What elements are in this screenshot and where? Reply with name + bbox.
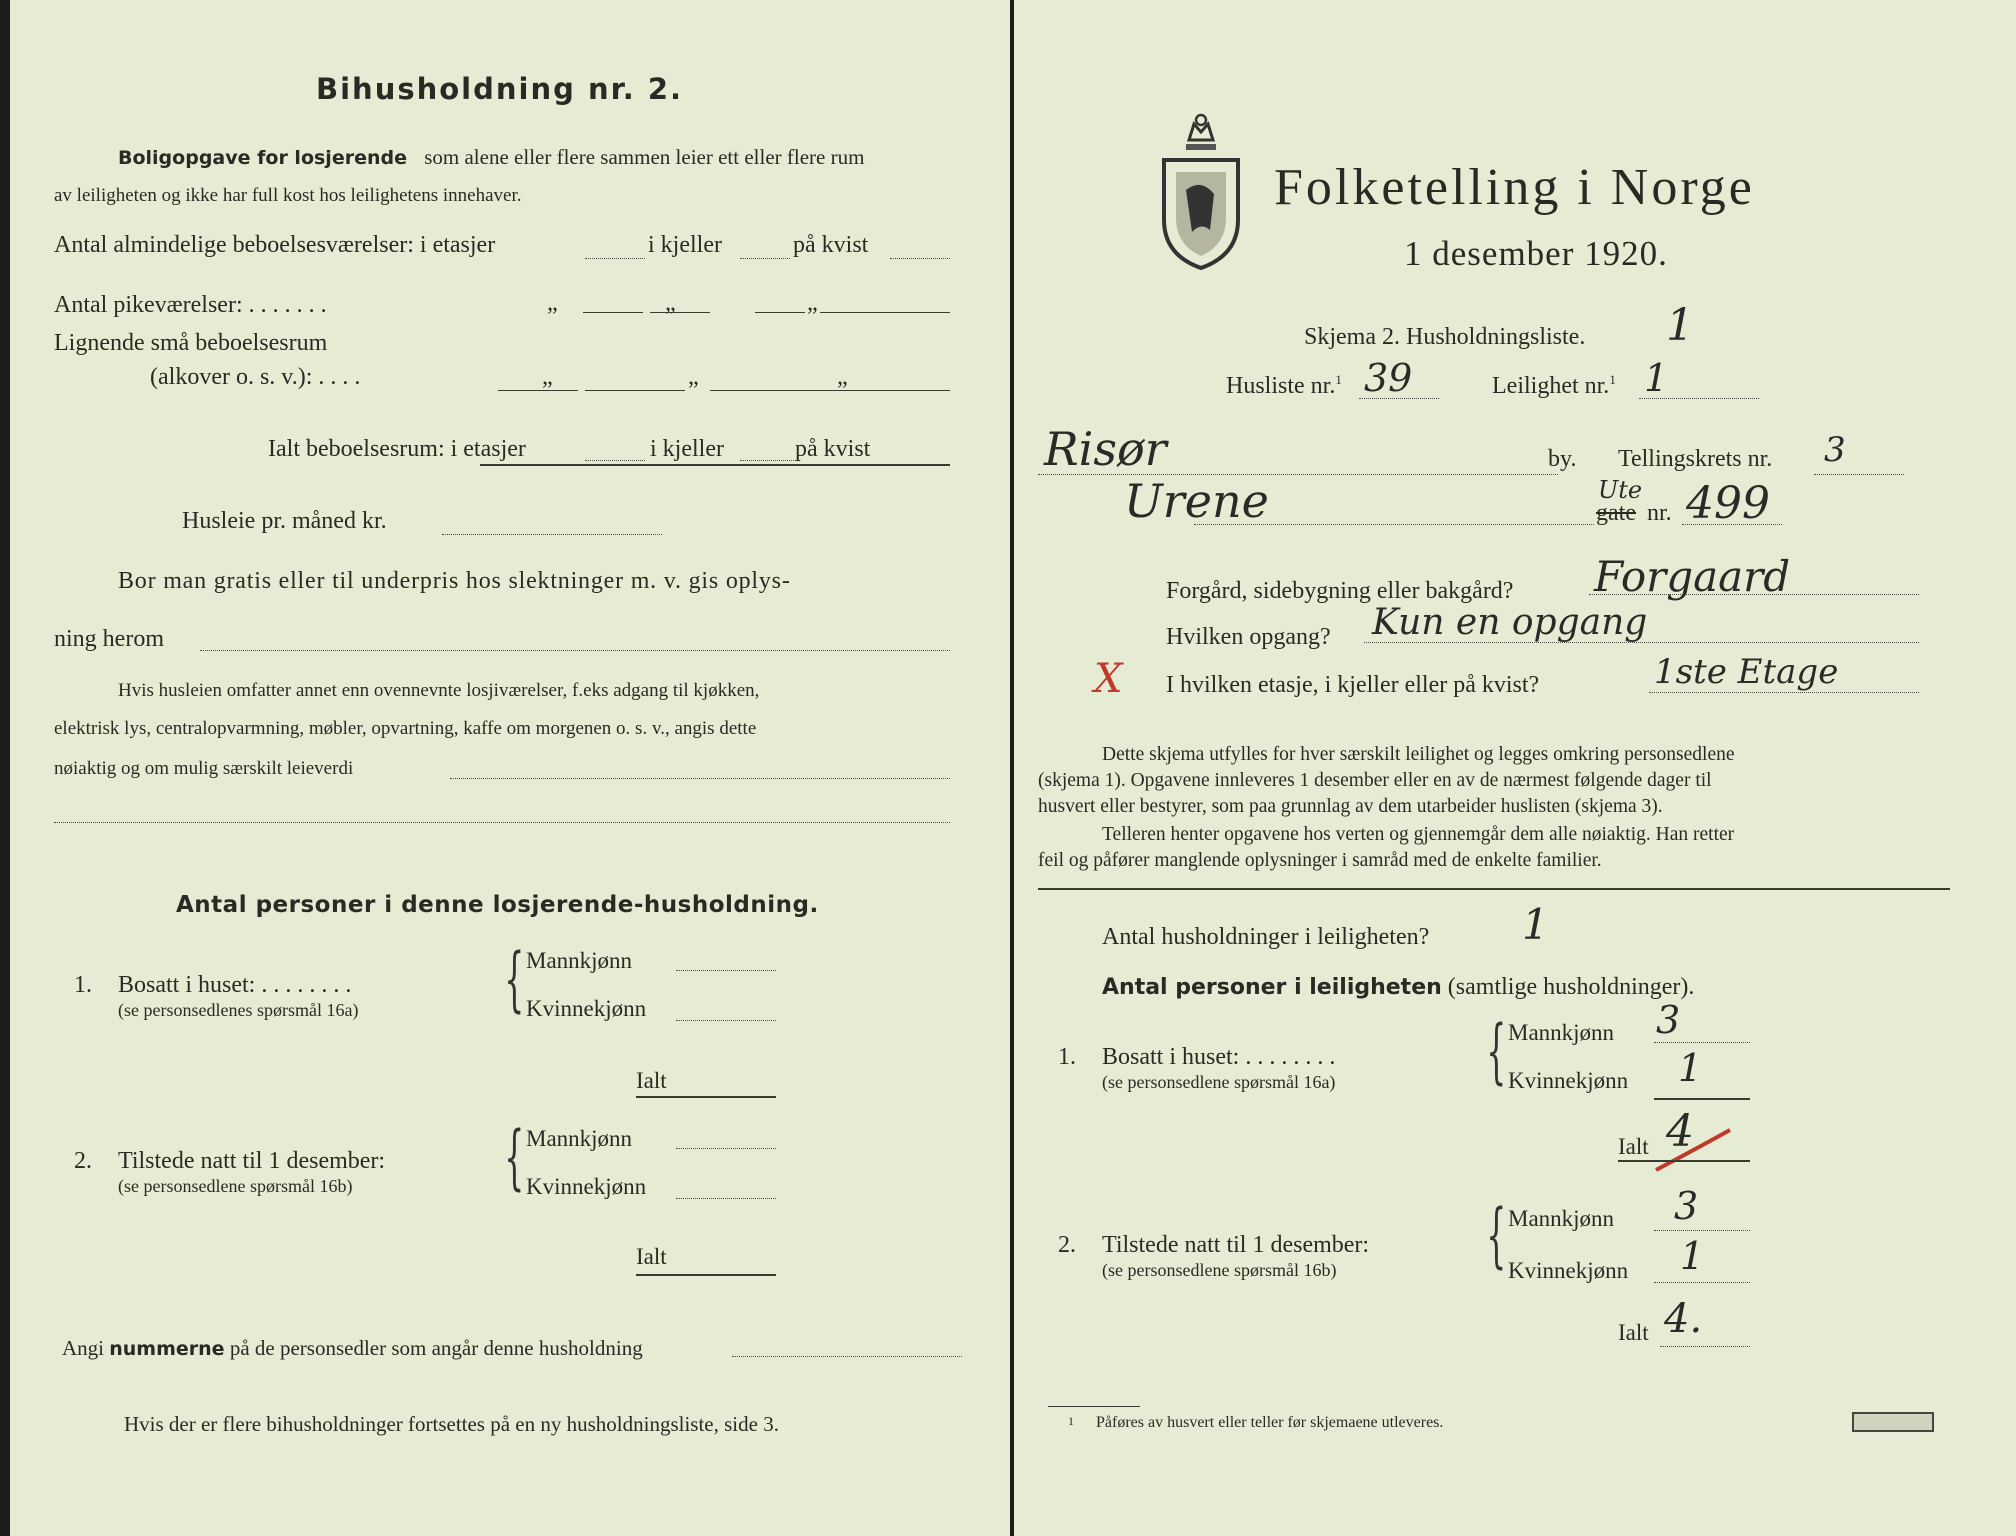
angi-bold: nummerne: [109, 1338, 225, 1360]
ialt-beboelsesrum-label: Ialt beboelsesrum: i etasjer: [268, 436, 526, 462]
antal-personer-heading: Antal personer i denne losjerende-husholdning.: [176, 892, 819, 918]
intro-bold: Boligopgave for losjerende: [118, 147, 407, 169]
left-footer: Hvis der er flere bihusholdninger fortsettes på en ny husholdningsliste, side 3.: [124, 1412, 779, 1436]
husholdningsliste-number: 1: [1666, 300, 1694, 351]
ditto-mark: „: [665, 290, 676, 316]
nr-label: nr.: [1647, 500, 1672, 526]
q2-sub: (se personsedlene spørsmål 16b): [118, 1176, 353, 1196]
husliste-text: Husliste nr.: [1226, 373, 1336, 399]
q2-label: Tilstede natt til 1 desember:: [1102, 1232, 1370, 1258]
etasjer-field[interactable]: [585, 258, 645, 259]
q2-ialt-label: Ialt: [636, 1244, 667, 1269]
q2-mannkjonn-value: 3: [1674, 1184, 1699, 1228]
ditto-mark: „: [688, 364, 699, 390]
antal-almindelige-label: Antal almindelige beboelsesværelser: i etasjer: [54, 232, 496, 258]
lignende-label: Lignende små beboelsesrum: [54, 330, 328, 356]
q1-label: Bosatt i huset: . . . . . . . .: [1102, 1044, 1336, 1070]
tellingskrets-label: Tellingskrets nr.: [1618, 446, 1773, 472]
alkover-etasjer-line[interactable]: [498, 390, 578, 391]
leilighet-text: Leilighet nr.: [1492, 373, 1610, 399]
etasje-value: 1ste Etage: [1654, 652, 1839, 692]
ialt-kjeller-field[interactable]: [740, 460, 800, 461]
forgard-value: Forgaard: [1594, 552, 1791, 601]
extra-field[interactable]: [54, 822, 950, 823]
q2-label: Tilstede natt til 1 desember:: [118, 1148, 386, 1174]
husliste-value: 39: [1364, 356, 1413, 400]
q2-mannkjonn-label: Mannkjønn: [526, 1126, 633, 1151]
skjema-label: Skjema 2. Husholdningsliste.: [1304, 324, 1586, 350]
kjeller-field[interactable]: [740, 258, 790, 259]
q1-number: 1.: [1058, 1044, 1076, 1070]
opgang-value: Kun en opgang: [1372, 602, 1648, 643]
left-page: [10, 0, 1010, 1536]
i-kjeller-label: i kjeller: [648, 232, 722, 258]
right-page: [1014, 0, 2016, 1536]
q1-sub: (se personsedlenes spørsmål 16a): [118, 1000, 359, 1020]
tellingskrets-value: 3: [1824, 430, 1846, 470]
angi-rest: på de personsedler som angår denne husholdning: [229, 1336, 643, 1360]
footnote-ref: 1: [1609, 372, 1616, 387]
q2-ialt-value: 4.: [1664, 1296, 1703, 1342]
q1-brace: {: [1486, 1010, 1507, 1092]
husliste-label: [1226, 372, 1342, 400]
q1-ialt-value: 4: [1666, 1106, 1694, 1157]
pike-etasjer-line[interactable]: [583, 312, 643, 313]
street-value: Urene: [1124, 474, 1269, 528]
q2-number: 2.: [1058, 1232, 1076, 1258]
q1-kvinnekjonn-label: Kvinnekjønn: [1508, 1068, 1629, 1093]
q2-kvinnekjonn-value: 1: [1680, 1234, 1705, 1278]
red-correction-stroke-icon: [1654, 1124, 1734, 1174]
tellingskrets-field[interactable]: [1814, 474, 1904, 475]
alkover-label: (alkover o. s. v.): . . . .: [150, 364, 361, 390]
q2-kvinnekjonn-label: Kvinnekjønn: [526, 1174, 647, 1199]
pike-kjeller-line[interactable]: [650, 312, 710, 313]
etasje-mark: X: [1094, 656, 1123, 702]
intro-line2: av leiligheten og ikke har full kost hos leilighetens innehaver.: [54, 185, 522, 206]
coat-of-arms-icon: [1156, 110, 1246, 270]
q1-kvinnekjonn-value: 1: [1678, 1046, 1703, 1090]
q1-ialt-field[interactable]: [1618, 1160, 1750, 1162]
q2-sub: (se personsedlene spørsmål 16b): [1102, 1260, 1337, 1280]
antal-personer-bold: Antal personer i leiligheten: [1102, 975, 1442, 1000]
q2-kvinnekjonn-label: Kvinnekjønn: [1508, 1258, 1629, 1283]
q1-ialt-field[interactable]: [636, 1096, 776, 1098]
forgard-label: Forgård, sidebygning eller bakgård?: [1166, 578, 1514, 604]
footnote-ref: 1: [1335, 372, 1342, 387]
ditto-mark: „: [807, 290, 818, 316]
q1-mannkjonn-label: Mannkjønn: [526, 948, 633, 973]
ialt-paa-kvist-label: på kvist: [795, 436, 871, 462]
q2-brace: {: [504, 1116, 525, 1198]
nr-field[interactable]: [1682, 524, 1782, 525]
q1-mannkjonn-value: 3: [1656, 998, 1681, 1042]
info-p1-line1: Dette skjema utfylles for hver særskilt leilighet og legges omkring personsedlene: [1102, 744, 1735, 765]
q2-mannkjonn-label: Mannkjønn: [1508, 1206, 1615, 1231]
by-label: by.: [1548, 446, 1577, 472]
antal-husholdninger-value: 1: [1522, 900, 1549, 949]
q1-mannkjonn-field[interactable]: [676, 970, 776, 971]
alkover-kvist-line[interactable]: [710, 390, 950, 391]
info-p1-line3: husvert eller bestyrer, som paa grunnlag av dem utarbeider huslisten (skjema 3).: [1038, 796, 1663, 817]
q2-number: 2.: [74, 1148, 92, 1174]
q2-brace: {: [1486, 1194, 1507, 1276]
q2-kvinnekjonn-field[interactable]: [676, 1198, 776, 1199]
q1-kvinnekjonn-field[interactable]: [1654, 1098, 1750, 1100]
q2-kvinnekjonn-field[interactable]: [1654, 1282, 1750, 1283]
bor-line1: Bor man gratis eller til underpris hos slektninger m. v. gis oplys-: [118, 568, 791, 594]
q1-label: Bosatt i huset: . . . . . . . .: [118, 972, 352, 998]
street-field[interactable]: [1194, 524, 1594, 525]
antal-husholdninger-label: Antal husholdninger i leiligheten?: [1102, 924, 1430, 950]
ialt-i-kjeller-label: i kjeller: [650, 436, 724, 462]
q1-kvinnekjonn-label: Kvinnekjønn: [526, 996, 647, 1021]
gate-label: gate: [1596, 500, 1636, 526]
footnote-text: Påføres av husvert eller teller før skjemaene utleveres.: [1096, 1414, 1444, 1431]
info-p2-line1: Telleren henter opgavene hos verten og gjennemgår dem alle nøiaktig. Han retter: [1102, 824, 1735, 845]
etasje-field[interactable]: [1649, 692, 1919, 693]
footnote-mark: 1: [1068, 1414, 1074, 1428]
info-p1-line2: (skjema 1). Opgavene innleveres 1 desember eller en av de nærmest følgende dager til: [1038, 770, 1712, 791]
census-date: 1 desember 1920.: [1404, 234, 1668, 273]
antal-personer-heading: [1102, 974, 1694, 1001]
footnote-rule: [1048, 1406, 1140, 1407]
leilighet-label: [1492, 372, 1616, 400]
husleie-field[interactable]: [442, 534, 662, 535]
q1-mannkjonn-field[interactable]: [1654, 1042, 1750, 1043]
angi-field[interactable]: [732, 1356, 962, 1357]
intro-text: [118, 145, 864, 170]
hvis-line1: Hvis husleien omfatter annet enn ovennevnte losjiværelser, f.eks adgang til kjøkken,: [118, 680, 760, 701]
printer-stamp: [1852, 1412, 1934, 1432]
opgang-field[interactable]: [1364, 642, 1919, 643]
city-value: Risør: [1044, 422, 1167, 476]
paa-kvist-label: på kvist: [793, 232, 869, 258]
ditto-mark: „: [837, 364, 848, 390]
q2-ialt-field[interactable]: [636, 1274, 776, 1276]
ialt-underline: [480, 464, 950, 466]
city-field[interactable]: [1038, 474, 1558, 475]
kvist-field[interactable]: [890, 258, 950, 259]
pikevaerelser-label: Antal pikeværelser: . . . . . . .: [54, 292, 327, 318]
hvis-line2: elektrisk lys, centralopvarmning, møbler, opvartning, kaffe om morgenen o. s. v., angis dette: [54, 718, 757, 739]
bor-line2: ning herom: [54, 626, 164, 652]
q1-brace: {: [504, 938, 525, 1020]
q2-mannkjonn-field[interactable]: [1654, 1230, 1750, 1231]
q1-ialt-label: Ialt: [1618, 1134, 1649, 1159]
leilighet-value: 1: [1644, 356, 1669, 400]
angi-text: [62, 1336, 643, 1361]
opgang-label: Hvilken opgang?: [1166, 624, 1331, 650]
nr-value: 499: [1686, 478, 1770, 529]
leilighet-field[interactable]: [1639, 398, 1759, 399]
etasje-label: I hvilken etasje, i kjeller eller på kvist?: [1166, 672, 1540, 698]
antal-personer-rest: (samtlige husholdninger).: [1447, 974, 1695, 1000]
q1-kvinnekjonn-field[interactable]: [676, 1020, 776, 1021]
husleie-label: Husleie pr. måned kr.: [182, 508, 387, 534]
q1-ialt-label: Ialt: [636, 1068, 667, 1093]
pike-kvist-line-b[interactable]: [820, 312, 950, 313]
hvis-line3: nøiaktig og om mulig særskilt leieverdi: [54, 758, 354, 779]
q1-mannkjonn-label: Mannkjønn: [1508, 1020, 1615, 1045]
bor-field[interactable]: [200, 650, 950, 651]
leieverdi-field[interactable]: [450, 778, 950, 779]
ditto-mark: „: [547, 290, 558, 316]
gate-overwrite: Ute: [1598, 476, 1643, 504]
q2-ialt-field[interactable]: [1660, 1346, 1750, 1347]
info-p2-line2: feil og påfører manglende oplysninger i samråd med de enkelte familier.: [1038, 850, 1602, 871]
pike-kvist-line-a[interactable]: [755, 312, 805, 313]
alkover-kjeller-line[interactable]: [585, 390, 685, 391]
ialt-etasjer-field[interactable]: [585, 460, 645, 461]
q1-sub: (se personsedlene spørsmål 16a): [1102, 1072, 1336, 1092]
q2-ialt-label: Ialt: [1618, 1320, 1649, 1345]
q2-mannkjonn-field[interactable]: [676, 1148, 776, 1149]
main-title: Folketelling i Norge: [1274, 159, 1755, 216]
forgard-field[interactable]: [1589, 594, 1919, 595]
intro-rest: som alene eller flere sammen leier ett eller flere rum: [424, 145, 865, 169]
left-title: Bihusholdning nr. 2.: [316, 72, 684, 106]
ditto-mark: „: [542, 364, 553, 390]
section-divider: [1038, 888, 1950, 890]
angi-pre: Angi: [62, 1336, 104, 1360]
husliste-field[interactable]: [1359, 398, 1439, 399]
q1-number: 1.: [74, 972, 92, 998]
